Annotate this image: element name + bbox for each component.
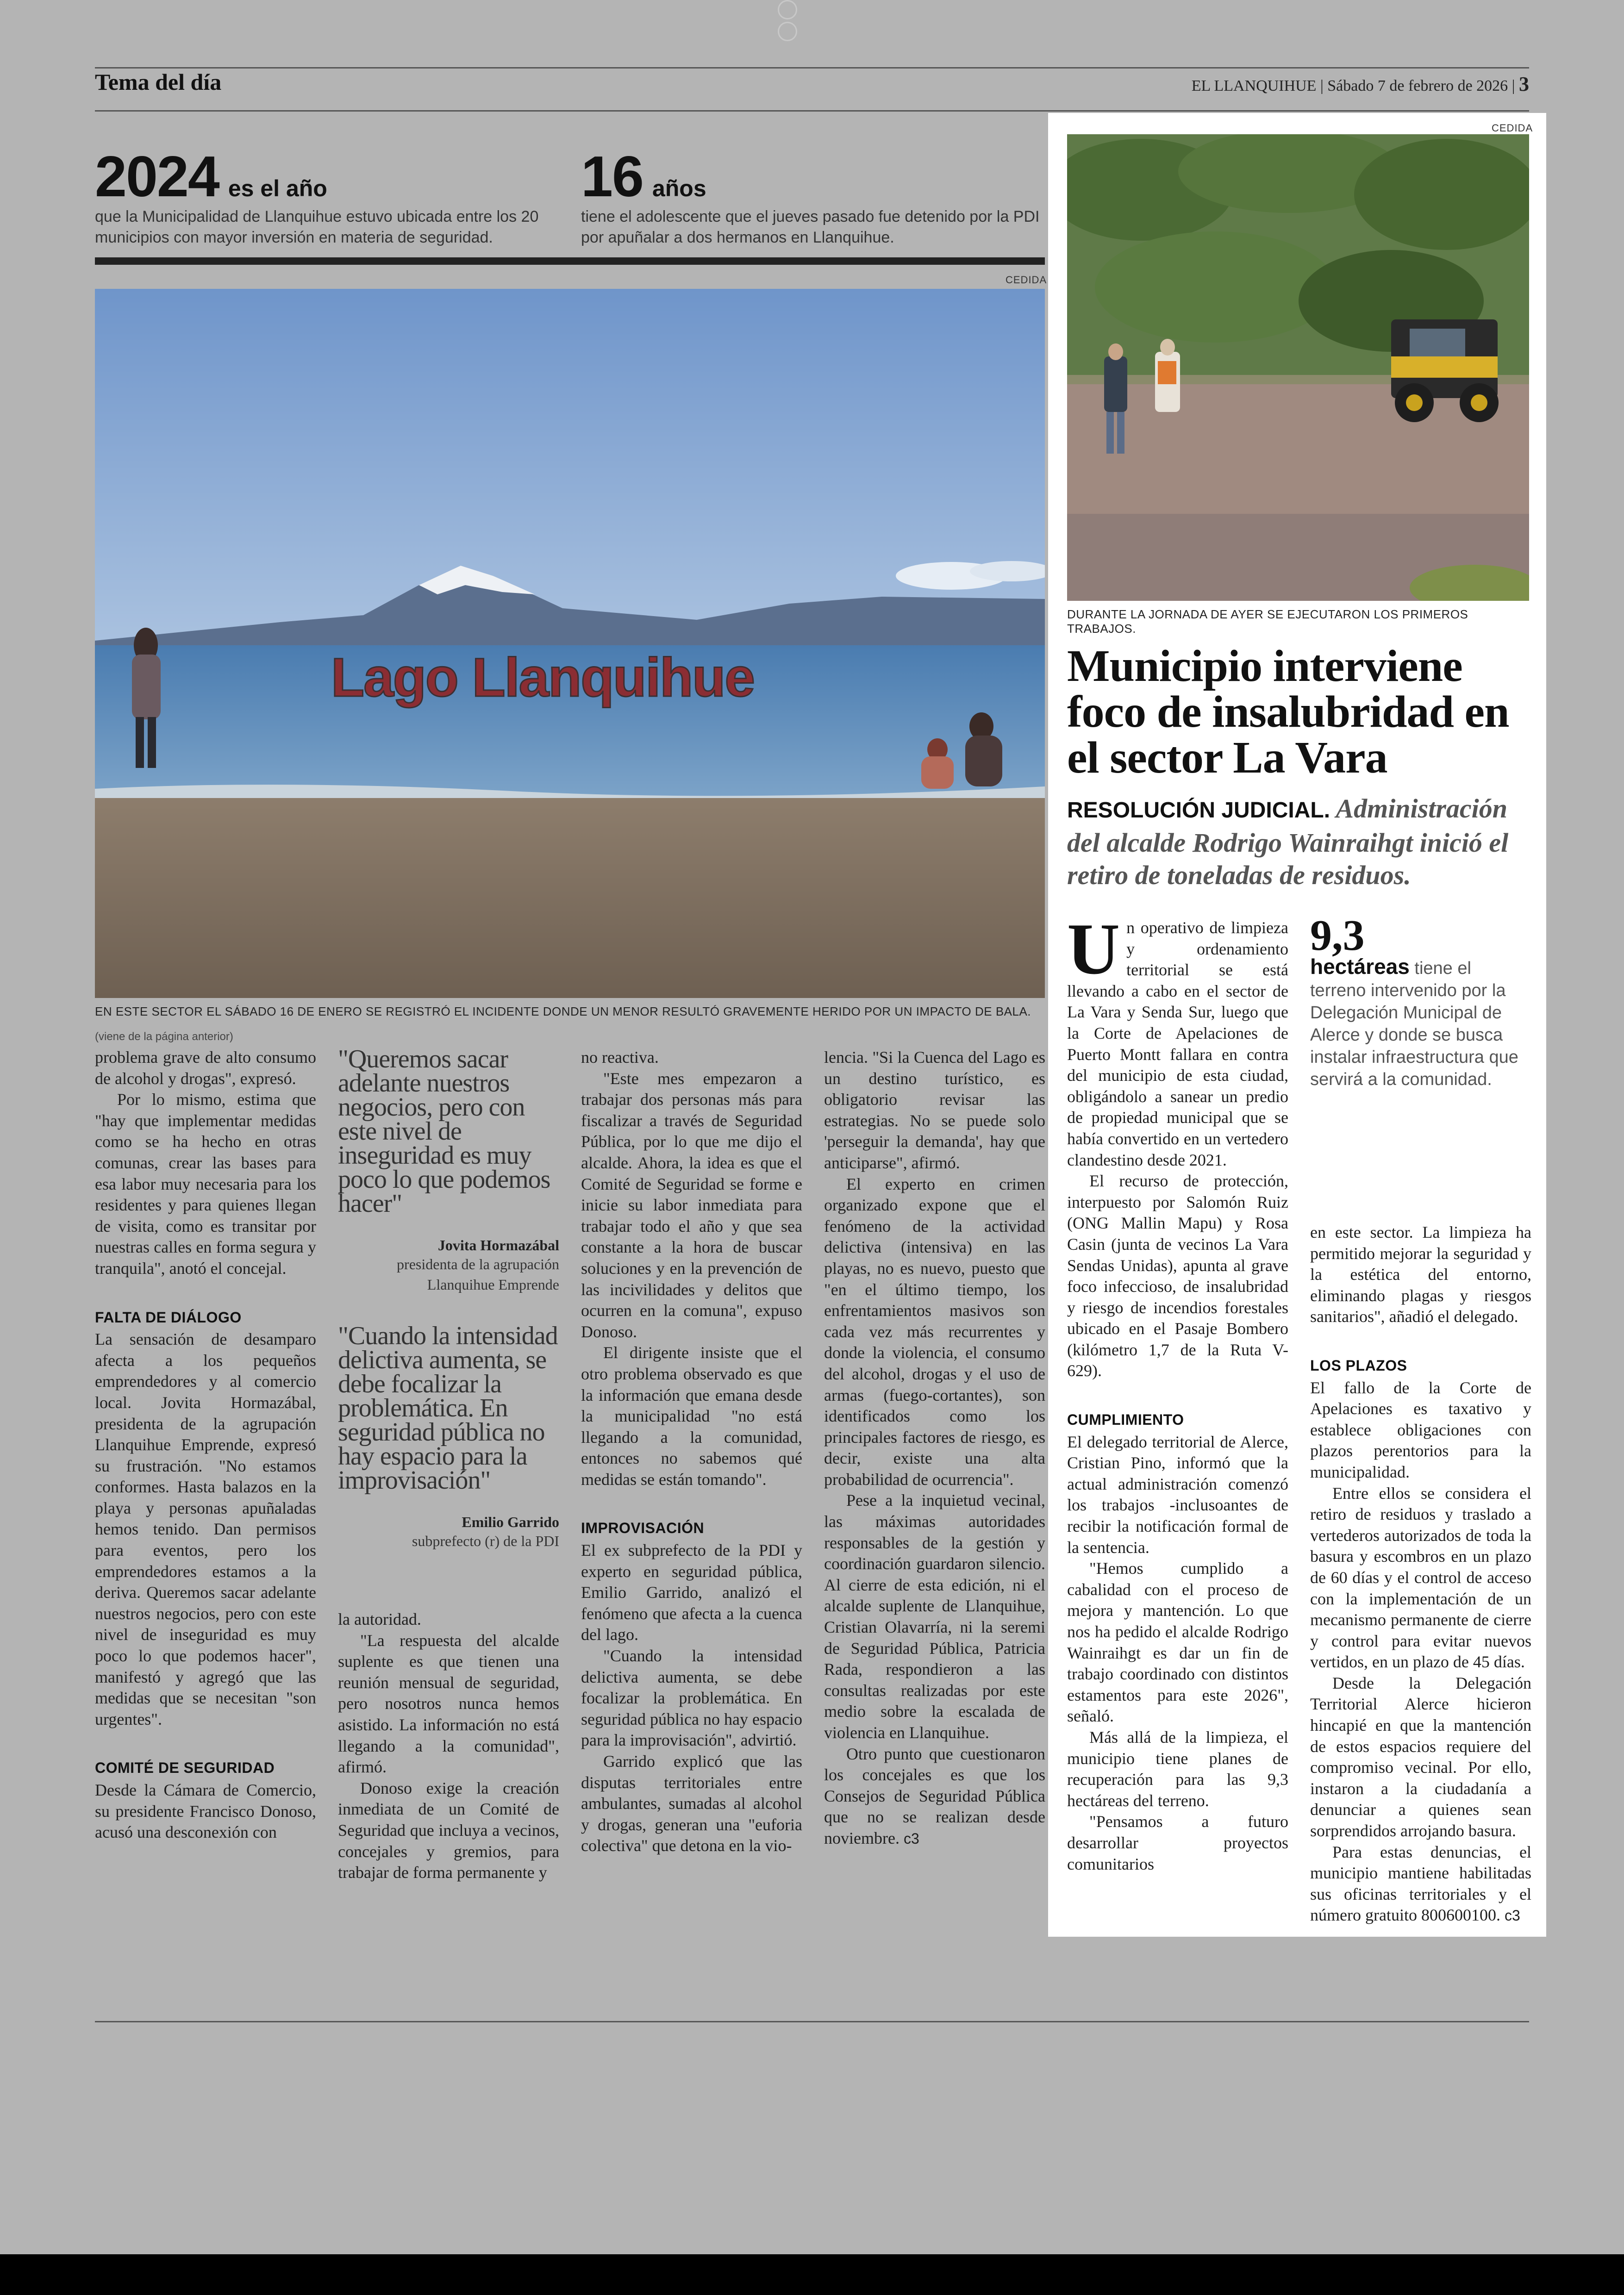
deck (1067, 792, 1529, 892)
article-column (95, 1047, 316, 1843)
article-column (581, 1047, 802, 1857)
fact-text: tiene el adolescente que el jueves pasado fue detenido por la PDI por apuñalar a dos hermanos en Llanquihue. (581, 208, 1040, 246)
stat-box (1310, 911, 1531, 1091)
beach (95, 798, 1045, 998)
footer-rule (95, 2021, 1529, 2022)
cleanup-photo (1067, 134, 1529, 601)
bush (1095, 231, 1336, 343)
pull-quote (338, 1324, 559, 1551)
fact-box (95, 145, 549, 248)
photo-caption: DURANTE LA JORNADA DE AYER SE EJECUTARON LOS PRIMEROS TRABAJOS. (1067, 607, 1468, 636)
fact-text: que la Municipalidad de Llanquihue estuvo ubicada entre los 20 municipios con mayor inversión en materia de seguridad. (95, 208, 539, 246)
paragraph: Por lo mismo, estima que "hay que implementar medidas como se ha hecho en otras comunas, crear las bases para esa labor muy necesaria para los residentes y para quienes llegan de visita, como es transitar por nuestras calles en forma segura y tranquila", anotó el concejal. (95, 1090, 316, 1278)
viewer-page-dots[interactable] (778, 0, 833, 19)
paragraph: "Este mes empezaron a trabajar dos personas más para fiscalizar a través de Seguridad Pública, por lo que me dijo el alcalde. Ahora, la idea es que el Comité de Seguridad se forme e inicie su labor inmediata para trabajar todo el año y que sea constante a la hora de buscar soluciones y en la prevención de las incivilidades y delitos que ocurren en la comuna", expuso Donoso. (581, 1069, 802, 1341)
viewer-bottom-bar (0, 2254, 1624, 2295)
sky (95, 289, 1045, 641)
stat-description: tiene el terreno intervenido por la Delegación Municipal de Alerce y donde se busca instalar infraestructura que servirá a la comunidad. (1310, 959, 1518, 1089)
paragraph: no reactiva. (581, 1048, 659, 1066)
paragraph (1067, 909, 1288, 1171)
paragraph: "Cuando la intensidad delictiva aumenta, se debe focalizar la problemática. En seguridad pública no hay espacio para la improvisación", advirtió. (581, 1646, 802, 1750)
subheading: IMPROVISACIÓN (581, 1520, 705, 1537)
quote-author: Emilio Garrido (462, 1514, 559, 1530)
paragraph: Entre ellos se considera el retiro de residuos y traslado a vertederos autorizados de toda la basura y escombros en un plazo de 60 días y el control de acceso con la implementación de un mecanismo permanente de cierre y control para evitar nuevos vertidos, en un plazo de 45 días. (1310, 1484, 1531, 1671)
fact-number: 2024 (95, 145, 219, 209)
paragraph: El recurso de protección, interpuesto por Salomón Ruiz (ONG Mallin Mapu) y Rosa Casin (junta de vecinos La Vara Sendas Unidas), apunta al grave foco infeccioso, de insalubridad y riesgo de incendios forestales ubicado en el Pasaje Bombero (kilómetro 1,7 de la Ruta V-629). (1067, 1172, 1288, 1380)
paragraph: Desde la Delegación Territorial Alerce hicieron hincapié en que la mantención de estos espacios requiere del compromiso vecinal. Por ello, instaron a la ciudadanía a denunciar a quienes sean sorprendidos arrojando basura. (1310, 1673, 1531, 1840)
fact-unit: años (652, 175, 706, 201)
deck-text: Administración del alcalde Rodrigo Wainraihgt inició el retiro de toneladas de residuos. (1067, 793, 1509, 890)
paragraph: El fallo de la Corte de Apelaciones es taxativo y establece obligaciones con plazos perentorios para la municipalidad. (1310, 1378, 1531, 1481)
header-rule (95, 67, 1529, 69)
paragraph (1310, 1842, 1531, 1927)
paragraph: El ex subprefecto de la PDI y experto en seguridad pública, Emilio Garrido, analizó el fenómeno que afecta a la cuenca del lago. (581, 1541, 802, 1644)
article-column (1067, 909, 1288, 1875)
paragraph: "La respuesta del alcalde suplente es que tienen una reunión mensual de seguridad, pero nosotros nunca hemos asistido. La información no está llegando a la comunidad", afirmó. (338, 1631, 559, 1777)
paragraph: Desde la Cámara de Comercio, su presidente Francisco Donoso, acusó una desconexión con (95, 1781, 316, 1842)
paragraph: Garrido explicó que las disputas territoriales entre ambulantes, sumadas al alcohol y drogas, generan una "euforia colectiva" que detona en la vio- (581, 1752, 802, 1855)
paragraph: problema grave de alto consumo de alcohol y drogas", expresó. (95, 1048, 316, 1088)
paragraph-text: n operativo de limpieza y ordenamiento territorial se está llevando a cabo en el sector de La Vara y Senda Sur, luego que la Corte de Apelaciones de Puerto Montt fallara en contra del municipio de esta ciudad, obligándolo a sanear un predio de propiedad municipal que se había convertido en un vertedero clandestino desde 2021. (1067, 918, 1288, 1169)
paragraph-text: Para estas denuncias, el municipio mantiene habilitadas sus oficinas territoriales y el número gratuito 800600100. (1310, 1842, 1531, 1925)
photo-credit: CEDIDA (1006, 274, 1047, 286)
fact-box (581, 145, 1044, 248)
page-number: 3 (1519, 73, 1529, 95)
paragraph: lencia. "Si la Cuenca del Lago es un destino turístico, es obligatorio revisar las estrategias. No se puede solo 'perseguir la demanda', hay que anticiparse", afirmó. (824, 1048, 1045, 1172)
subheading: LOS PLAZOS (1310, 1357, 1407, 1374)
paragraph: Más allá de la limpieza, el municipio tiene planes de recuperación para las 9,3 hectáreas del terreno. (1067, 1727, 1288, 1810)
paragraph: "Pensamos a futuro desarrollar proyectos comunitarios (1067, 1812, 1288, 1873)
quote-role: subprefecto (r) de la PDI (412, 1533, 559, 1549)
paragraph (824, 1744, 1045, 1850)
article-column (1310, 1222, 1531, 1927)
facts-rule (95, 257, 1045, 265)
quote-role: presidenta de la agrupación Llanquihue Emprende (397, 1256, 559, 1293)
fact-number: 16 (581, 145, 643, 209)
paragraph: Donoso exige la creación inmediata de un Comité de Seguridad que incluya a vecinos, concejales y gremios, para trabajar de forma permanente y (338, 1778, 559, 1882)
lake-photo (95, 289, 1045, 998)
article-column (824, 1047, 1045, 1850)
end-mark: c3 (903, 1830, 919, 1847)
headline: Municipio interviene foco de insalubridad en el sector La Vara (1067, 641, 1509, 783)
lake-sign: Lago Llanquihue (331, 647, 754, 708)
paragraph: El delegado territorial de Alerce, Cristian Pino, informó que la actual administración comenzó los trabajos -inclusoantes de recibir la notificación formal de la sentencia. (1067, 1432, 1288, 1557)
quote-author: Jovita Hormazábal (437, 1237, 559, 1254)
article-column (338, 1609, 559, 1883)
paragraph: en este sector. La limpieza ha permitido mejorar la seguridad y la estética del entorno, eliminando plagas y riesgos sanitarios", añadió el delegado. (1310, 1223, 1531, 1326)
stat-unit: hectáreas (1310, 954, 1410, 979)
subheading: FALTA DE DIÁLOGO (95, 1309, 242, 1326)
section-name: Tema del día (95, 69, 222, 95)
paragraph: La sensación de desamparo afecta a los pequeños emprendedores y al comercio local. Jovita Hormazábal, presidenta de la agrupación Llanquihue Emprende, expresó su frustración. "No estamos conformes. Hasta balazos en la playa y personas apuñaladas hemos tenido. Dan permisos para eventos, pero los emprendedores estamos a la deriva. Queremos sacar adelante nuestros negocios, pero con este nivel de inseguridad es muy poco lo que podemos hacer", manifestó y agregó que las medidas que se necesitan "son urgentes". (95, 1330, 316, 1728)
paragraph: Pese a la inquietud vecinal, las máximas autoridades responsables de la gestión y coordinación guardaron silencio. Al cierre de esta edición, ni el alcalde suplente de Llanquihue, Cristian Olavarría, ni la seremi de Seguridad Pública, Patricia Rada, respondieron a las consultas realizadas por este medio sobre la escalada de violencia en Llanquihue. (824, 1491, 1045, 1742)
fact-unit: es el año (228, 175, 327, 201)
stat-number: 9,3 (1310, 911, 1365, 960)
pull-quote (338, 1047, 559, 1295)
paragraph: la autoridad. (338, 1610, 421, 1628)
folio: EL LLANQUIHUE | Sábado 7 de febrero de 2026 | 3 (1191, 73, 1529, 95)
paragraph: El dirigente insiste que el otro problema observado es que la información que emana desde la municipalidad "no está llegando a la comunidad, entonces no sabemos qué medidas se están tomando". (581, 1343, 802, 1489)
drop-cap: U (1067, 909, 1120, 990)
subheading: COMITÉ DE SEGURIDAD (95, 1759, 275, 1777)
subheading: CUMPLIMIENTO (1067, 1411, 1184, 1428)
end-mark: c3 (1504, 1907, 1520, 1924)
header-rule (95, 110, 1529, 112)
paragraph: "Hemos cumplido a cabalidad con el proceso de mejora y mantención. Lo que nos ha pedido el alcalde Rodrigo Wainraihgt es dar un fin de trabajo coordinado con distintos estamentos para este 2026", señaló. (1067, 1559, 1288, 1726)
stat-text (1310, 955, 1531, 1091)
publication-name: EL LLANQUIHUE (1191, 77, 1317, 94)
paragraph: El experto en crimen organizado expone que el fenómeno de la actividad delictiva (intensiva) en las playas, no es nuevo, puesto que "en el último tiempo, los enfrentamientos masivos son cada vez más recurrentes y donde la violencia, el consumo del alcohol, drogas y el uso de armas (fuego-cortantes), son identificados como los principales factores de riesgo, es decir, existe una alta probabilidad de ocurrencia". (824, 1174, 1045, 1489)
publication-date: Sábado 7 de febrero de 2026 (1327, 77, 1508, 94)
deck-label: RESOLUCIÓN JUDICIAL. (1067, 798, 1330, 823)
continued-note: (viene de la página anterior) (95, 1030, 233, 1043)
paragraph-text: Otro punto que cuestionaron los concejales es que los Consejos de Seguridad Pública que no se realizan desde noviembre. (824, 1744, 1045, 1847)
quote-text: "Cuando la intensidad delictiva aumenta, se debe focalizar la problemática. En seguridad pública no hay espacio para la improvisación" (338, 1322, 558, 1495)
quote-text: "Queremos sacar adelante nuestros negocios, pero con este nivel de inseguridad es muy poco lo que podemos hacer" (338, 1045, 550, 1218)
photo-credit: CEDIDA (1492, 122, 1533, 134)
photo-caption: EN ESTE SECTOR EL SÁBADO 16 DE ENERO SE REGISTRÓ EL INCIDENTE DONDE UN MENOR RESULTÓ GRAVEMENTE HERIDO POR UN IMPACTO DE BALA. (95, 1004, 1031, 1018)
